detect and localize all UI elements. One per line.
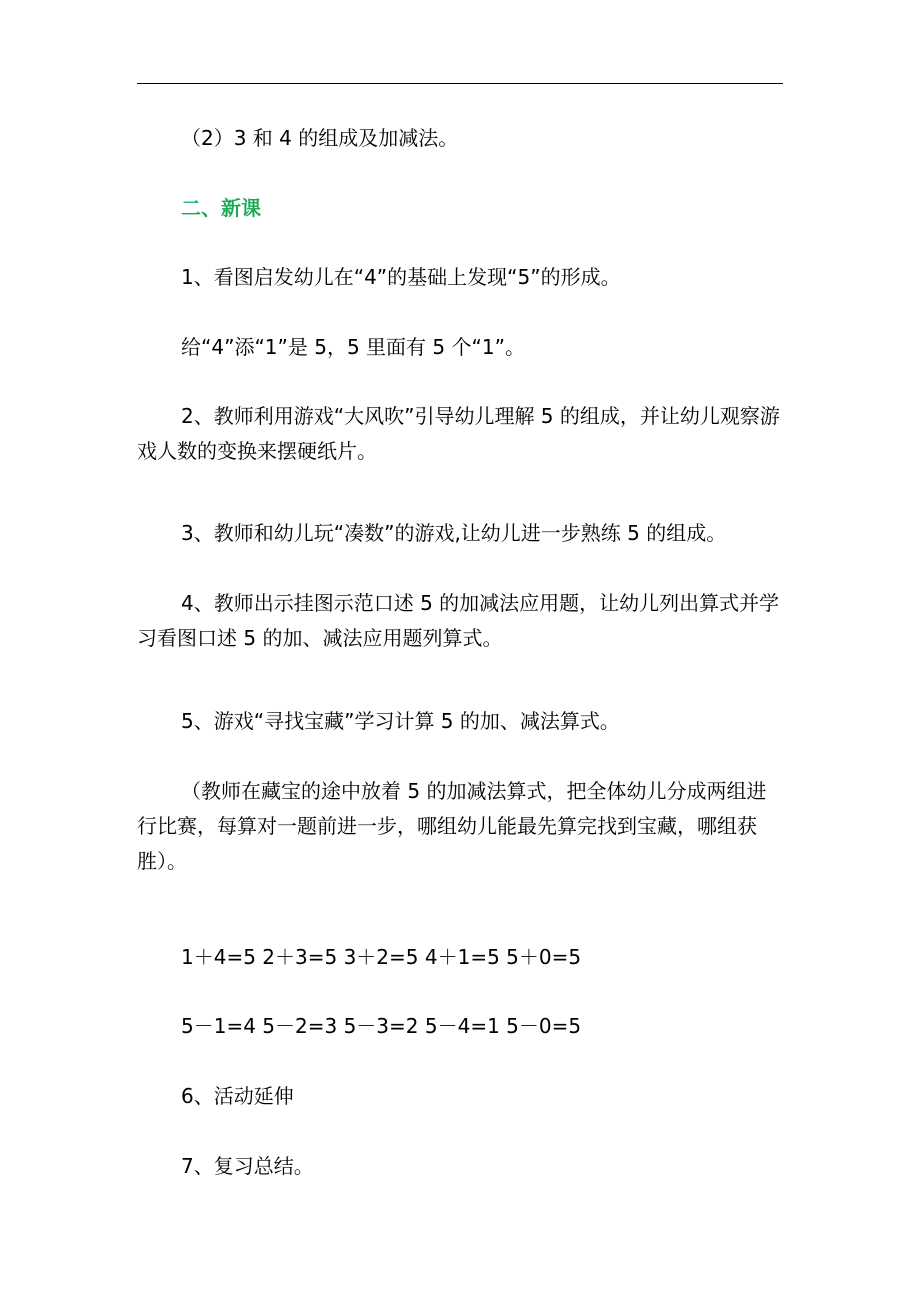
paragraph-step-1: 1、看图启发幼儿在“4”的基础上发现“5”的形成。 [181,265,621,289]
paragraph-game-note: （教师在藏宝的途中放着 5 的加减法算式，把全体幼儿分成两组进行比赛，每算对一题前进一步，哪组幼儿能最先算完找到宝藏，哪组获胜）。 [137,779,767,873]
section-heading-new-lesson: 二、新课 [181,196,261,220]
paragraph-subtraction-equations: 5－1=4 5－2=3 5－3=2 5－4=1 5－0=5 [181,1014,582,1038]
paragraph-step-2: 2、教师利用游戏“大风吹”引导幼儿理解 5 的组成，并让幼儿观察游戏人数的变换来摆硬纸片。 [137,404,780,463]
paragraph-step-7: 7、复习总结。 [181,1154,314,1178]
paragraph-step-3: 3、教师和幼儿玩“凑数”的游戏,让幼儿进一步熟练 5 的组成。 [181,521,727,545]
paragraph-step-5: 5、游戏“寻找宝藏”学习计算 5 的加、减法算式。 [181,709,620,733]
paragraph-addition-equations: 1＋4=5 2＋3=5 3＋2=5 4＋1=5 5＋0=5 [181,945,582,969]
header-rule [137,83,783,84]
paragraph-item-2-2: （2）3 和 4 的组成及加减法。 [181,126,459,150]
paragraph-add-one: 给“4”添“1”是 5，5 里面有 5 个“1”。 [181,335,525,359]
paragraph-step-6: 6、活动延伸 [181,1084,294,1108]
paragraph-step-4: 4、教师出示挂图示范口述 5 的加减法应用题，让幼儿列出算式并学习看图口述 5 的加、减法应用题列算式。 [137,591,780,650]
